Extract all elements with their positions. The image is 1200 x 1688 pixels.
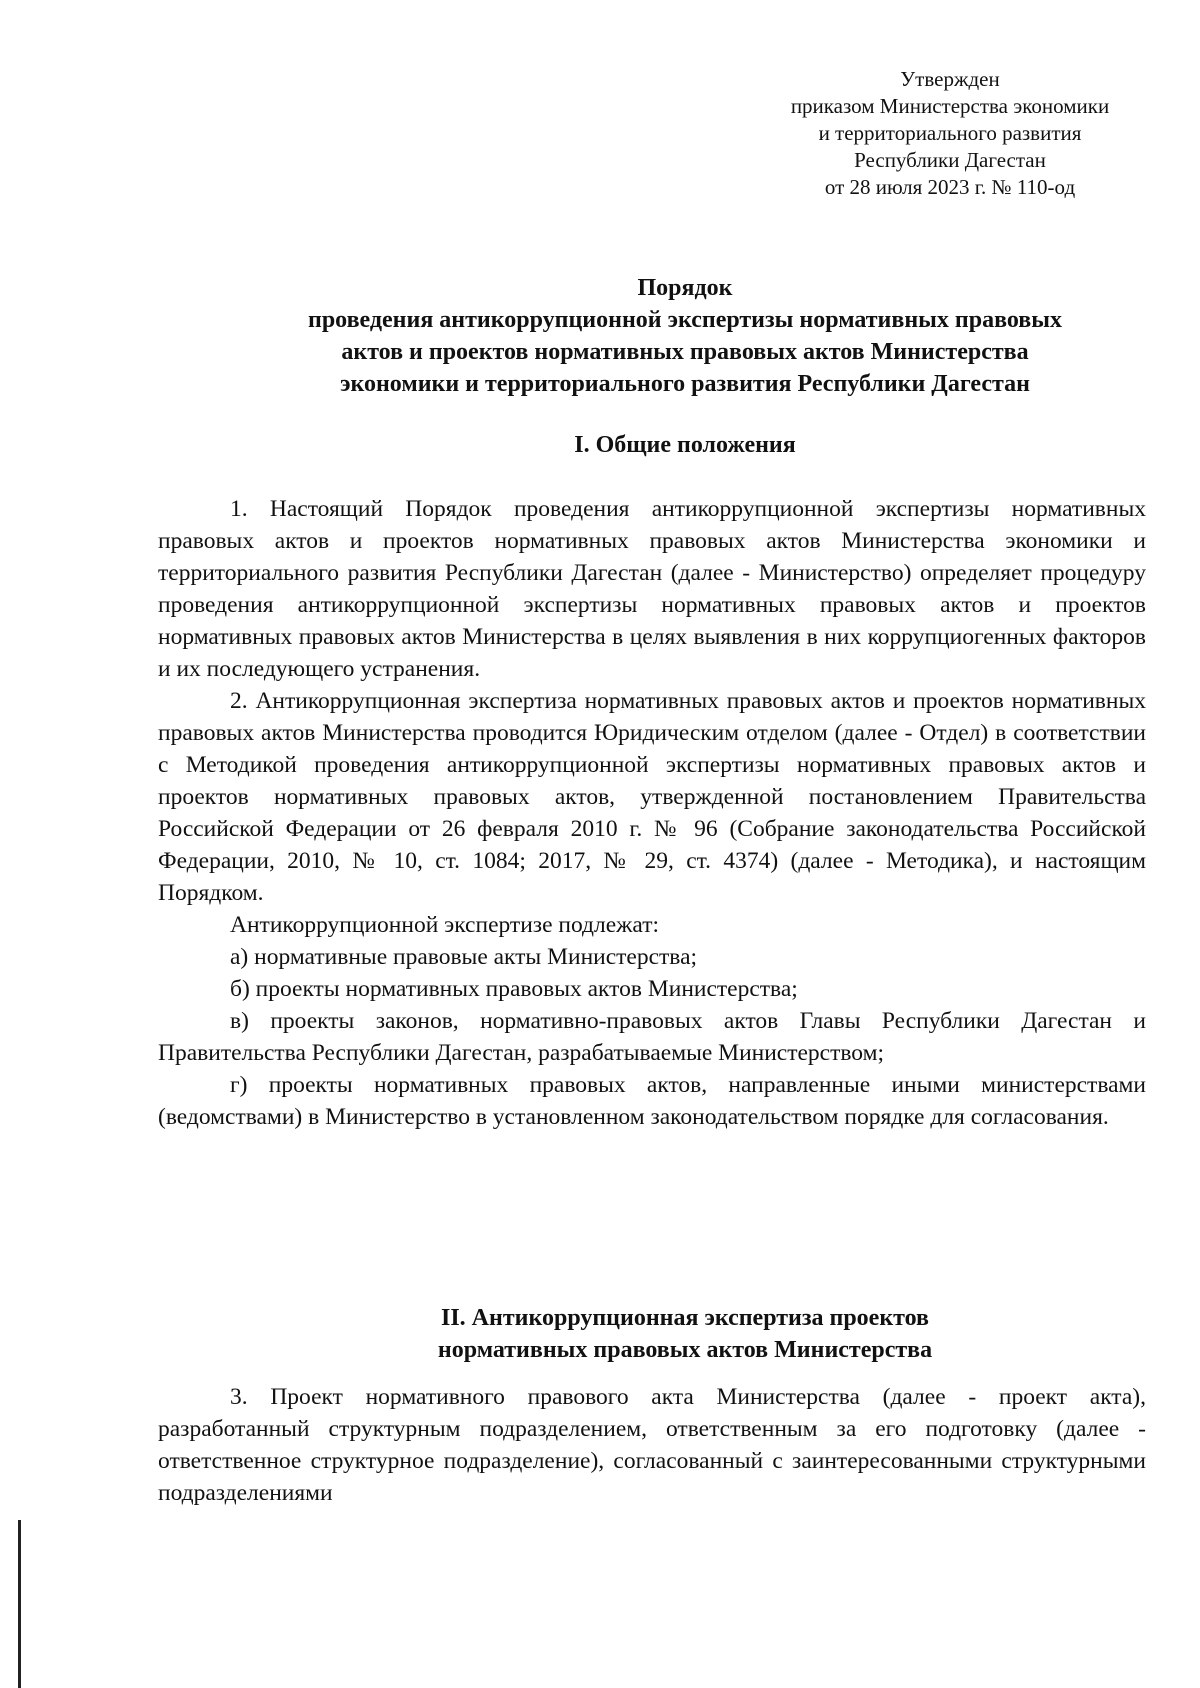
section-1-body — [158, 493, 1146, 1133]
section-2-heading — [150, 1302, 1200, 1366]
approval-line: Утвержден — [900, 67, 1000, 91]
list-item-b: б) проекты нормативных правовых актов Министерства; — [230, 976, 798, 1002]
section-heading-line: II. Антикоррупционная экспертиза проектов — [441, 1305, 929, 1331]
title-line: экономики и территориального развития Республики Дагестан — [340, 371, 1030, 397]
title-line: проведения антикоррупционной экспертизы нормативных правовых — [308, 307, 1062, 333]
section-heading-line: I. Общие положения — [574, 432, 796, 458]
paragraph-1: 1. Настоящий Порядок проведения антикоррупционной экспертизы нормативных правовых актов и проектов нормативных правовых актов Министерства экономики и территориального развития Республики Дагестан (далее - Министерство) определяет процедуру проведения антикоррупционной экспертизы нормативных правовых актов и проектов нормативных правовых актов Министерства в целях выявления в них коррупциогенных факторов и их последующего устранения. — [158, 496, 1146, 682]
paragraph-subject-intro: Антикоррупционной экспертизе подлежат: — [230, 912, 659, 938]
paragraph-3: 3. Проект нормативного правового акта Министерства (далее - проект акта), разработанный структурным подразделением, ответственным за его подготовку (далее - ответственное структурное подразделение), согласованный с заинтересованными структурными подразделениями — [158, 1384, 1146, 1506]
approval-line: приказом Министерства экономики — [790, 94, 1110, 118]
section-2-body — [158, 1381, 1146, 1509]
title-line: Порядок — [637, 275, 733, 301]
paragraph-2: 2. Антикоррупционная экспертиза нормативных правовых актов и проектов нормативных правовых актов Министерства проводится Юридическим отделом (далее - Отдел) в соответствии с Методикой проведения антикоррупционной экспертизы нормативных правовых актов и проектов нормативных правовых актов, утвержденной постановлением Правительства Российской Федерации от 26 февраля 2010 г. № 96 (Собрание законодательства Российской Федерации, 2010, № 10, ст. 1084; 2017, № 29, ст. 4374) (далее - Методика), и настоящим Порядком. — [158, 688, 1146, 906]
approval-stamp-block — [760, 66, 1140, 201]
approval-line: Республики Дагестан — [854, 148, 1046, 172]
document-title — [150, 272, 1200, 400]
approval-line: и территориального развития — [818, 121, 1082, 145]
scan-edge-mark — [18, 1520, 21, 1688]
section-1-heading — [150, 429, 1200, 461]
list-item-v: в) проекты законов, нормативно-правовых актов Главы Республики Дагестан и Правительства Республики Дагестан, разрабатываемые Министерством; — [158, 1008, 1146, 1066]
list-item-g: г) проекты нормативных правовых актов, направленные иными министерствами (ведомствами) в Министерство в установленном законодательством порядке для согласования. — [158, 1072, 1146, 1130]
list-item-a: а) нормативные правовые акты Министерства; — [230, 944, 698, 970]
section-heading-line: нормативных правовых актов Министерства — [437, 1337, 933, 1363]
approval-line: от 28 июля 2023 г. № 110-од — [824, 175, 1076, 199]
title-line: актов и проектов нормативных правовых актов Министерства — [341, 339, 1029, 365]
